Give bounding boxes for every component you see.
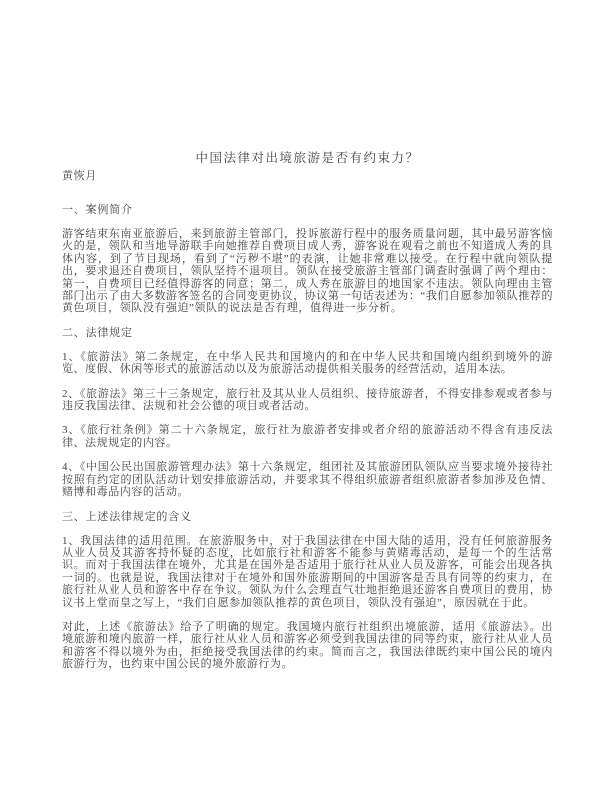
paragraph-case-description: 游客结束东南亚旅游后，来到旅游主管部门，投诉旅游行程中的服务质量问题，其中最另游客恼火的是，领队和当地导游联手向她推荐自费项目成人秀，游客说在观看之前也不知道成人秀的具体内容，到了节目现场，看到了“污秽不堪”的表演，让她非常难以接受。在行程中就向领队提出，要求退还自费项目，领队坚持不退项目。领队在接受旅游主管部门调查时强调了两个理由：第一，自费项目已经值得游客的同意；第二，成人秀在旅游目的地国家不违法。领队向理由主管部门出示了由大多数游客签名的合同变更协议，协议第一句话表述为：“我们自愿参加领队推荐的黄色项目，领队没有强迫”领队的说法是否有理，值得进一步分析。 (62, 228, 553, 315)
paragraph-law-item-4: 4、《中国公民出国旅游管理办法》第十六条规定，组团社及其旅游团队领队应当要求境外接待社按照有约定的团队活动计划安排旅游活动，并要求其不得组织旅游者组织旅游者参加涉及色情、赌博和毒品内容的活动。 (62, 461, 553, 499)
paragraph-meaning-conclusion: 对此，上述《旅游法》给予了明确的规定。我国境内旅行社组织出境旅游，适用《旅游法》。出境旅游和境内旅游一样，旅行社从业人员和游客必须受到我国法律的同等约束，旅行社从业人员和游客不得以境外为由，拒绝接受我国法律的约束。简而言之，我国法律既约束中国公民的境内旅游行为，也约束中国公民的境外旅游行为。 (62, 620, 553, 671)
section-legal-meaning (62, 511, 553, 671)
section-heading-legal-provisions: 二、法律规定 (62, 326, 133, 339)
document-author: 黄恢月 (62, 170, 97, 182)
section-heading-legal-meaning: 三、上述法律规定的含义 (62, 510, 192, 523)
paragraph-law-item-3: 3、《旅行社条例》第二十六条规定，旅行社为旅游者安排或者介绍的旅游活动不得含有违反法律、法规规定的内容。 (62, 424, 553, 449)
paragraph-meaning-scope: 1、我国法律的适用范围。在旅游服务中，对于我国法律在中国大陆的适用，没有任何旅游服务从业人员及其游客持怀疑的态度，比如旅行社和游客不能参与黄赌毒活动，是每一个的生活常识。而对于我国法律在境外，尤其是在国外是否适用于旅行社从业人员及游客，可能会出现各执一词的。也就是说，我国法律对于在境外和国外旅游期间的中国游客是否具有同等的约束力，在旅行社从业人员和游客中存在争议。领队为什么会理直气壮地拒绝退还游客自费项目的费用，协议书上堂而皇之写上，“我们自愿参加领队推荐的黄色项目，领队没有强迫”，原因就在于此。 (62, 534, 553, 609)
section-legal-provisions (62, 327, 553, 499)
paragraph-law-item-1: 1、《旅游法》第二条规定，在中华人民共和国境内的和在中华人民共和国境内组织到境外的游览、度假、休闲等形式的旅游活动以及为旅游活动提供相关服务的经营活动，适用本法。 (62, 350, 553, 376)
section-heading-case-intro: 一、案例简介 (62, 204, 133, 216)
section-case-intro (62, 204, 553, 315)
document-title: 中国法律对出境旅游是否有约束力？ (195, 151, 420, 165)
paragraph-law-item-2: 2、《旅游法》第三十三条规定，旅行社及其从业人员组织、接待旅游者，不得安排参观或者参与违反我国法律、法规和社会公德的项目或者活动。 (62, 387, 553, 413)
